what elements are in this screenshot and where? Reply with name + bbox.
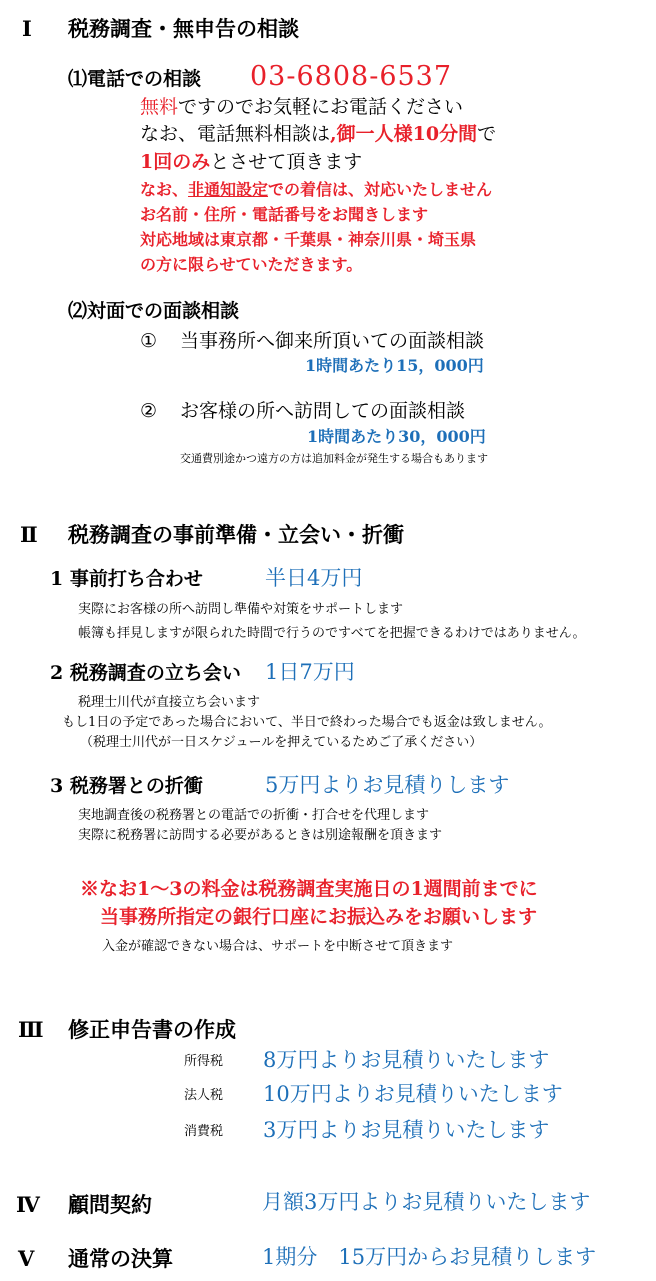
item-3-label: 3 税務署との折衝: [50, 775, 203, 797]
option-1-text: 当事務所へ御来所頂いての面談相談: [180, 330, 485, 352]
tax-price-income: 8万円よりお見積りいたします: [263, 1048, 550, 1072]
phone-line-4-b: での着信は、対応いたしません: [268, 180, 493, 199]
payment-notice-2: 当事務所指定の銀行口座にお振込みをお願いします: [100, 906, 538, 928]
section-2-number: Ⅱ: [20, 522, 38, 547]
section-5-title: 通常の決算: [68, 1246, 173, 1271]
item-2-note-3: （税理士川代が一日スケジュールを押えているためご了承ください）: [80, 735, 483, 750]
tax-label-consumption: 消費税: [184, 1124, 224, 1139]
phone-line-1-rest: ですのでお気軽にお電話ください: [178, 96, 464, 118]
face-consult-label: ⑵対面での面談相談: [68, 300, 240, 322]
phone-line-3-rest: とさせて頂きます: [210, 151, 363, 173]
phone-line-4-a: なお、: [140, 180, 189, 199]
phone-line-5: お名前・住所・電話番号をお聞きします: [140, 205, 429, 224]
item-3-note-2: 実際に税務署に訪問する必要があるときは別途報酬を頂きます: [78, 828, 443, 843]
item-2-note-1: 税理士川代が直接立ち会います: [78, 695, 261, 710]
phone-line-2-a: なお、電話無料相談は: [140, 123, 331, 145]
phone-line-2-b: ,御一人様10分間: [330, 123, 478, 145]
option-1-price: 1時間あたり15，000円: [305, 356, 484, 375]
item-2-label: 2 税務調査の立ち会い: [50, 662, 241, 684]
item-1-label: 1 事前打ち合わせ: [50, 568, 203, 590]
section-2-title: 税務調査の事前準備・立会い・折衝: [68, 522, 404, 547]
tax-label-corporate: 法人税: [184, 1088, 224, 1103]
tax-price-corporate: 10万円よりお見積りいたします: [263, 1082, 563, 1106]
option-2-note: 交通費別途かつ遠方の方は追加料金が発生する場合もあります: [180, 452, 488, 465]
section-5-number: Ⅴ: [18, 1246, 35, 1271]
phone-line-2-c: で: [477, 123, 497, 145]
once-only-label: 1回のみ: [140, 151, 211, 173]
section-4-title: 顧問契約: [68, 1192, 152, 1217]
tax-price-consumption: 3万円よりお見積りいたします: [263, 1118, 550, 1142]
section-3-number: Ⅲ: [18, 1017, 44, 1042]
section-4-number: Ⅳ: [16, 1192, 40, 1217]
phone-number: 03-6808-6537: [250, 61, 453, 92]
item-1-note-2: 帳簿も拝見しますが限られた時間で行うのですべてを把握できるわけではありません。: [78, 626, 586, 641]
option-2-price: 1時間あたり30，000円: [307, 427, 486, 446]
item-1-note-1: 実際にお客様の所へ訪問し準備や対策をサポートします: [78, 602, 404, 617]
tax-label-income: 所得税: [184, 1054, 224, 1069]
item-1-price: 半日4万円: [265, 566, 363, 590]
payment-notice-1: ※なお1～3の料金は税務調査実施日の1週間前までに: [80, 878, 538, 900]
section-5-price: 1期分 15万円からお見積りします: [262, 1245, 597, 1269]
section-4-price: 月額3万円よりお見積りいたします: [262, 1190, 591, 1214]
item-3-price: 5万円よりお見積りします: [265, 773, 510, 797]
phone-line-3: [140, 153, 362, 172]
item-3-note-1: 実地調査後の税務署との電話での折衝・打合せを代理します: [78, 808, 430, 823]
phone-line-2: [140, 125, 496, 144]
section-1-number: Ⅰ: [22, 16, 32, 41]
section-1-title: 税務調査・無申告の相談: [68, 16, 299, 41]
phone-line-1: [140, 98, 463, 117]
phone-consult-label: ⑴電話での相談: [68, 68, 202, 90]
option-2-text: お客様の所へ訪問しての面談相談: [180, 400, 466, 422]
option-1-number: ①: [140, 330, 158, 352]
phone-line-4: [140, 182, 492, 198]
item-2-price: 1日7万円: [265, 660, 355, 684]
payment-notice-3: 入金が確認できない場合は、サポートを中断させて頂きます: [102, 939, 454, 954]
section-3-title: 修正申告書の作成: [68, 1017, 236, 1042]
option-2-number: ②: [140, 400, 158, 422]
phone-line-7: の方に限らせていただきます。: [140, 255, 363, 274]
phone-line-6: 対応地域は東京都・千葉県・神奈川県・埼玉県: [140, 230, 477, 249]
item-2-note-2: もし1日の予定であった場合において、半日で終わった場合でも返金は致しません。: [62, 715, 552, 730]
hidden-number-label: 非通知設定: [188, 180, 269, 199]
free-label: 無料: [140, 96, 179, 118]
